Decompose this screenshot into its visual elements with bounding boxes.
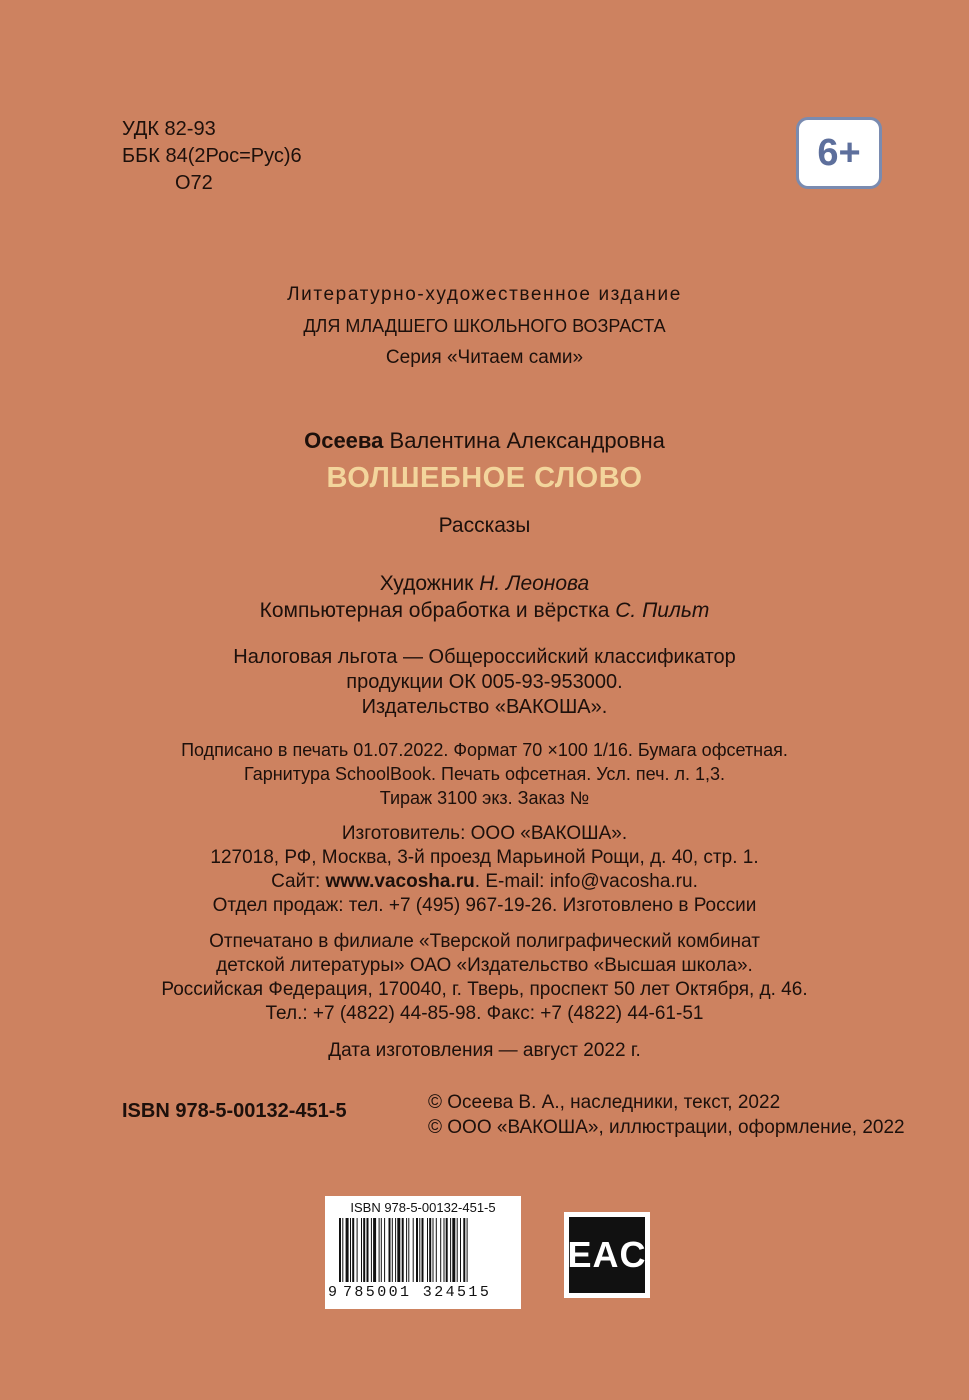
tax-line: Налоговая льгота — Общероссийский классификатор [233, 646, 736, 668]
author-surname: Осеева [304, 428, 384, 453]
printing-block [0, 738, 969, 810]
isbn-barcode [325, 1196, 521, 1309]
production-date: Дата изготовления — август 2022 г. [328, 1040, 641, 1061]
tax-line: Издательство «ВАКОША». [361, 696, 608, 718]
layout-label: Компьютерная обработка и вёрстка [259, 599, 610, 622]
layout-name: С. Пильт [615, 599, 710, 622]
isbn-number: ISBN 978-5-00132-451-5 [122, 1100, 347, 1122]
classification-block [122, 116, 302, 197]
age-rating-badge: 6+ [796, 117, 882, 189]
manufacturer-address: 127018, РФ, Москва, 3-й проезд Марьиной Рощи, д. 40, стр. 1. [210, 847, 759, 868]
printer-block [0, 930, 969, 1026]
udk-code: УДК 82-93 [122, 118, 216, 140]
artist-label: Художник [379, 572, 474, 595]
barcode-lead-digit: 9 [328, 1284, 338, 1301]
eac-logo: EAC [569, 1217, 645, 1293]
email-text: . E-mail: info@vacosha.ru. [474, 871, 698, 892]
edition-series: Серия «Читаем сами» [385, 347, 584, 368]
tax-line: продукции ОК 005-93-953000. [346, 671, 623, 693]
printing-line: Подписано в печать 01.07.2022. Формат 70 ×100 1/16. Бумага офсетная. [181, 740, 788, 760]
sales-line: Отдел продаж: тел. +7 (495) 967-19-26. Изготовлено в России [212, 895, 757, 916]
printing-line: Тираж 3100 экз. Заказ № [379, 788, 590, 808]
layout-credit [0, 597, 969, 624]
copyright-line: © Осеева В. А., наследники, текст, 2022 [428, 1092, 781, 1113]
edition-audience: ДЛЯ МЛАДШЕГО ШКОЛЬНОГО ВОЗРАСТА [303, 316, 666, 336]
artist-name: Н. Леонова [479, 572, 590, 595]
tax-block [0, 645, 969, 720]
bbk-code: ББК 84(2Рос=Рус)6 [122, 145, 302, 167]
edition-type: Литературно-художественное издание [287, 284, 682, 305]
barcode-digits: 785001 324515 [343, 1284, 492, 1301]
barcode-isbn-label: ISBN 978-5-00132-451-5 [350, 1200, 496, 1215]
eac-certification-mark [564, 1212, 650, 1298]
barcode-bars [339, 1218, 509, 1288]
copyright-line: © ООО «ВАКОША», иллюстрации, оформление, 2022 [428, 1117, 905, 1138]
site-link[interactable]: www.vacosha.ru [325, 871, 475, 892]
author-line [0, 428, 969, 454]
printer-line: Отпечатано в филиале «Тверской полиграфический комбинат [209, 931, 760, 952]
author-name: Валентина Александровна [389, 428, 665, 453]
book-title: ВОЛШЕБНОЕ СЛОВО [326, 462, 643, 494]
credits-block [0, 570, 969, 624]
copyright-block [428, 1090, 905, 1140]
author-mark: О72 [175, 172, 213, 194]
site-label: Сайт: [271, 871, 321, 892]
printer-line: Российская Федерация, 170040, г. Тверь, проспект 50 лет Октября, д. 46. [161, 979, 808, 1000]
artist-credit [0, 570, 969, 597]
book-genre: Рассказы [438, 514, 531, 537]
printer-line: Тел.: +7 (4822) 44-85-98. Факс: +7 (4822) 44-61-51 [265, 1003, 704, 1024]
printing-line: Гарнитура SchoolBook. Печать офсетная. Усл. печ. л. 1,3. [243, 764, 726, 784]
printer-line: детской литературы» ОАО «Издательство «Высшая школа». [216, 955, 753, 976]
manufacturer-contacts [0, 870, 969, 894]
manufacturer-line: Изготовитель: ООО «ВАКОША». [341, 823, 628, 844]
manufacturer-block [0, 822, 969, 918]
